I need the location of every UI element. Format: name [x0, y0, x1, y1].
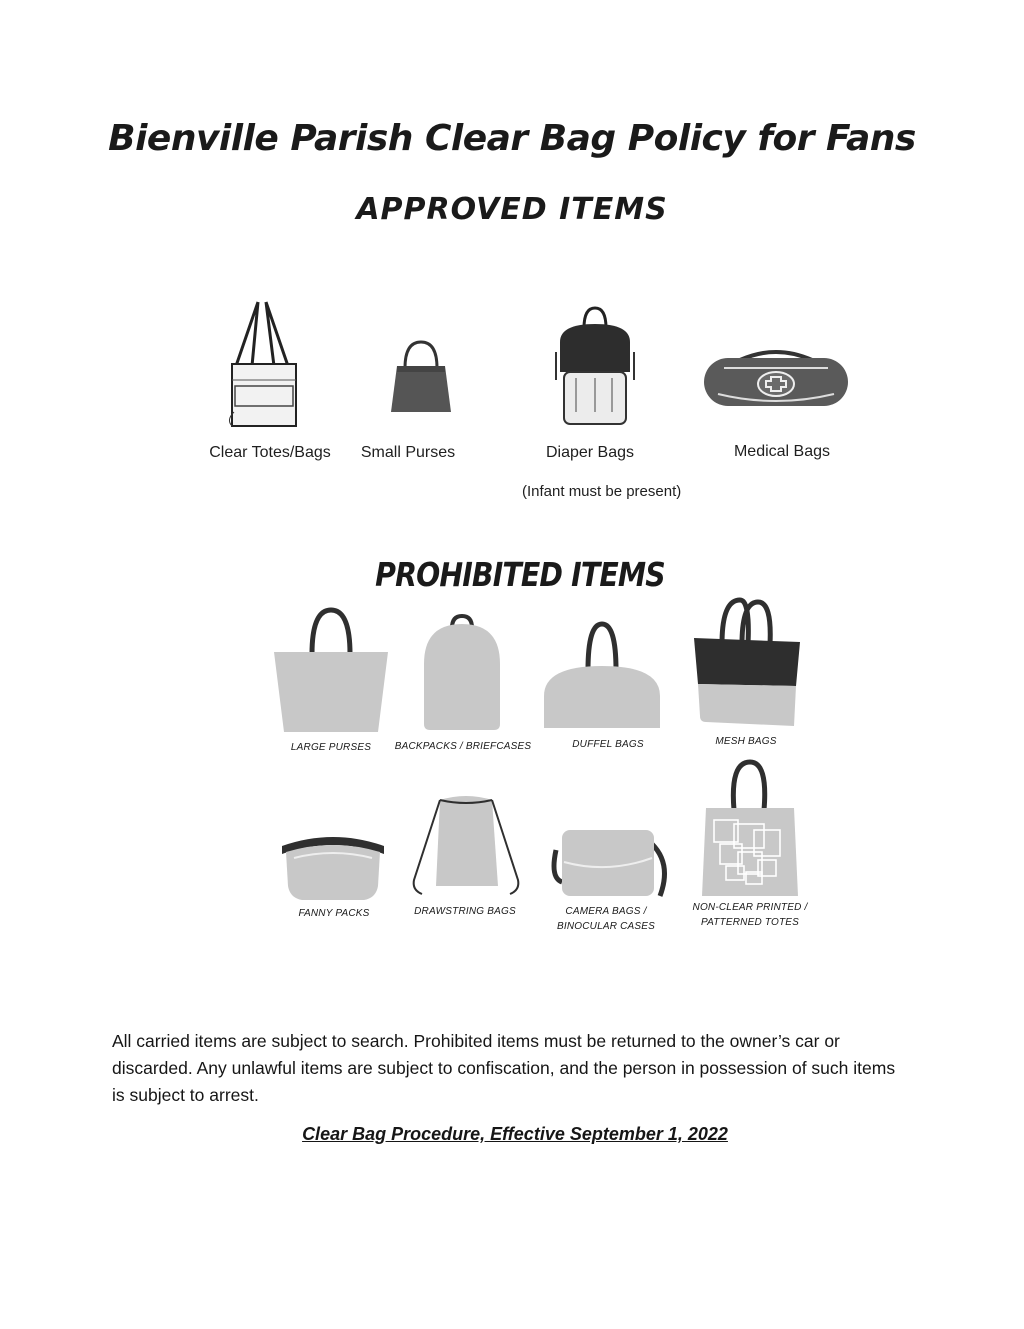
- prohibited-label-patterned-totes: [676, 900, 824, 930]
- approved-label-small-purses: Small Purses: [360, 444, 456, 461]
- approved-label-diaper-bags: Diaper Bags: [545, 444, 635, 461]
- approved-label-medical-bags: Medical Bags: [733, 443, 831, 460]
- prohibited-items-heading: PROHIBITED ITEMS: [375, 555, 665, 594]
- prohibited-label-duffel-bags: DUFFEL BAGS: [572, 739, 644, 750]
- page-title: Bienville Parish Clear Bag Policy for Fans: [108, 118, 916, 159]
- prohibited-label-drawstring-bags: DRAWSTRING BAGS: [414, 906, 516, 917]
- diaper-bag-icon: [550, 302, 640, 434]
- infant-note: (Infant must be present): [522, 483, 682, 500]
- prohibited-label-camera-bags-line2: BINOCULAR CASES: [556, 921, 656, 932]
- policy-text: All carried items are subject to search. Prohibited items must be returned to the owner’s car or discarded. Any unlawful items are subject to confiscation, and the person in possession of such items is subject to arrest.: [112, 1031, 896, 1105]
- medical-bag-icon: [700, 342, 852, 410]
- small-purse-icon: [385, 336, 457, 416]
- prohibited-label-patterned-totes-line1: NON-CLEAR PRINTED /: [692, 902, 808, 913]
- mesh-bag-icon: [692, 598, 802, 730]
- prohibited-label-camera-bags: [538, 904, 674, 934]
- prohibited-label-camera-bags-line1: CAMERA BAGS /: [565, 906, 647, 917]
- prohibited-label-large-purses: LARGE PURSES: [290, 742, 372, 753]
- prohibited-label-backpacks: BACKPACKS / BRIEFCASES: [394, 741, 532, 752]
- prohibited-label-patterned-totes-line2: PATTERNED TOTES: [700, 917, 799, 928]
- patterned-tote-icon: [700, 760, 800, 898]
- camera-bag-icon: [548, 824, 672, 902]
- prohibited-label-mesh-bags: MESH BAGS: [715, 736, 777, 747]
- large-purse-icon: [272, 604, 390, 736]
- approved-label-clear-totes: Clear Totes/Bags: [209, 444, 331, 461]
- drawstring-bag-icon: [406, 790, 528, 902]
- effective-date-footer: Clear Bag Procedure, Effective September 1, 2022: [302, 1124, 728, 1144]
- prohibited-label-fanny-packs: FANNY PACKS: [298, 908, 370, 919]
- clear-tote-icon: [222, 296, 302, 436]
- backpack-icon: [420, 614, 504, 732]
- approved-items-heading: APPROVED ITEMS: [356, 192, 668, 227]
- duffel-bag-icon: [542, 620, 662, 732]
- fanny-pack-icon: [280, 832, 386, 904]
